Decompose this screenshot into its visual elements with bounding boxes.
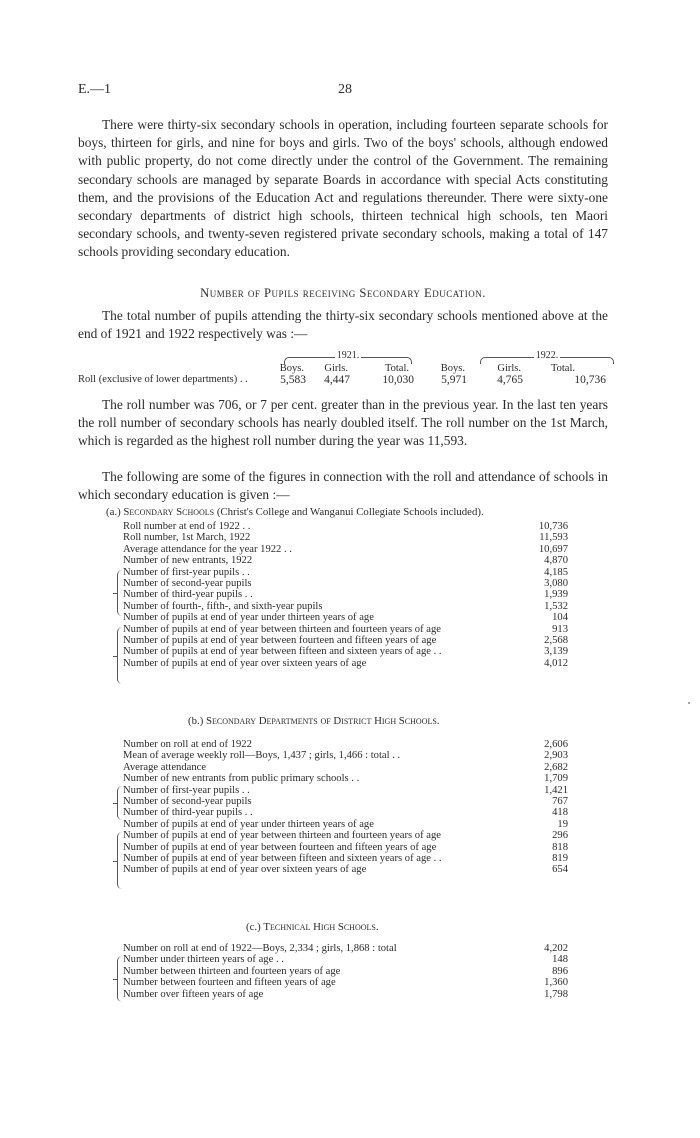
table-a-row — [118, 601, 568, 612]
increase-paragraph — [78, 396, 608, 451]
page-header — [0, 82, 700, 102]
table-a-row-value: 104 — [552, 612, 568, 624]
table-a-row-label: Number of pupils at end of year between thirteen and fourteen years of age — [123, 623, 441, 635]
table-a-caps: Secondary Schools — [123, 506, 215, 518]
table-c-row-label: Number on roll at end of 1922—Boys, 2,334 ; girls, 1,868 : total — [123, 943, 397, 954]
table-a-row — [118, 589, 568, 600]
table-a-row-label: Number of pupils at end of year between fifteen and sixteen years of age . . — [123, 646, 442, 658]
table-c-row — [118, 943, 568, 954]
roll-row-label: Roll (exclusive of lower departments) . . — [78, 374, 248, 385]
roll-boys-1922: 5,971 — [441, 374, 467, 386]
table-b-row-label: Number of pupils at end of year over sixteen years of age — [123, 864, 367, 876]
table-b-row-value: 2,903 — [544, 750, 568, 762]
table-b-row — [118, 762, 568, 773]
roll-table — [78, 350, 608, 384]
year-1921-label: 1921. — [336, 350, 360, 361]
table-c-title — [246, 921, 379, 933]
col-girls-1922: Girls. — [497, 363, 521, 374]
table-a-row — [118, 646, 568, 657]
table-b-row — [118, 830, 568, 841]
table-a-row — [118, 612, 568, 623]
table-a-row-value: 4,012 — [544, 657, 568, 669]
table-b-row-value: 654 — [552, 864, 568, 876]
section-lead-text: The total number of pupils attending the thirty-six secondary schools mentioned above at the end of 1921 and 1922 respectively was :— — [78, 308, 608, 342]
col-girls-1921: Girls. — [324, 363, 348, 374]
table-a-row-label: Number of pupils at end of year between fourteen and fifteen years of age — [123, 634, 437, 646]
table-a-row — [118, 567, 568, 578]
table-b-row-label: Number of third-year pupils . . — [123, 807, 253, 819]
table-b-row — [118, 785, 568, 796]
table-a-row-label: Number of pupils at end of year under thirteen years of age — [123, 612, 374, 624]
table-b-row — [118, 853, 568, 864]
table-a-row-value: 913 — [552, 623, 568, 635]
table-c-row-label: Number under thirteen years of age . . — [123, 954, 284, 966]
table-b-caps: Secondary Departments of District High Schools. — [206, 715, 440, 727]
table-b-row-value: 19 — [557, 818, 568, 830]
table-b-row-value: 1,421 — [544, 784, 568, 796]
table-a-row-label: Number of new entrants, 1922 — [123, 555, 253, 567]
table-b-title — [188, 715, 440, 727]
table-c-row — [118, 977, 568, 988]
table-b-row-label: Mean of average weekly roll—Boys, 1,437 ; girls, 1,466 : total . . — [123, 750, 401, 762]
section-lead — [78, 307, 608, 343]
table-b-row — [118, 773, 568, 784]
year-1922-header — [480, 350, 614, 361]
table-b-row-label: Number of new entrants from public primary schools . . — [123, 773, 360, 785]
table-a-row — [118, 635, 568, 646]
table-c-row-value: 896 — [552, 965, 568, 977]
table-c-row-label: Number between thirteen and fourteen years of age — [123, 965, 341, 977]
table-c-brace-ages — [117, 956, 122, 1002]
table-b-row-value: 767 — [552, 795, 568, 807]
col-total-1921: Total. — [384, 363, 409, 374]
table-b-row-value: 819 — [552, 852, 568, 864]
table-a-suffix: (Christ's College and Wanganui Collegiate Schools included). — [216, 506, 484, 518]
table-b-row-value: 2,682 — [544, 761, 568, 773]
margin-speck — [688, 702, 690, 704]
table-a-row-value: 2,568 — [544, 634, 568, 646]
section-title: Number of Pupils receiving Secondary Education. — [200, 286, 486, 300]
table-b-row-label: Number on roll at end of 1922 — [123, 739, 252, 750]
table-a-row-value: 10,736 — [538, 521, 568, 532]
table-a-row — [118, 658, 568, 669]
table-a-row-value: 11,593 — [539, 532, 568, 544]
table-a-row — [118, 624, 568, 635]
table-c-row — [118, 954, 568, 965]
roll-total-1921: 10,030 — [382, 374, 414, 386]
table-c-row-value: 1,798 — [544, 988, 568, 1000]
table-b-row-label: Number of pupils at end of year between thirteen and fourteen years of age — [123, 830, 441, 842]
table-b-row-value: 296 — [552, 830, 568, 842]
table-c-row — [118, 989, 568, 1000]
table-a-row-label: Average attendance for the year 1922 . . — [123, 543, 292, 555]
roll-total-1922: 10,736 — [574, 374, 606, 386]
col-boys-1921: Boys. — [279, 363, 304, 374]
table-b-row-label: Number of second-year pupils — [123, 795, 252, 807]
table-b-row-value: 418 — [552, 807, 568, 819]
table-a-row-value: 10,697 — [538, 543, 568, 555]
table-b-row-label: Average attendance — [123, 761, 207, 773]
roll-girls-1921: 4,447 — [324, 374, 350, 386]
year-1922-label: 1922. — [535, 350, 559, 361]
table-a-row-value: 1,532 — [544, 600, 568, 612]
table-c-row-value: 148 — [552, 954, 568, 966]
table-a-row — [118, 578, 568, 589]
year-1921-header — [284, 350, 412, 361]
table-a-row-label: Number of pupils at end of year over sixteen years of age — [123, 657, 367, 669]
table-b-row — [118, 739, 568, 750]
table-b-prefix: (b.) — [188, 715, 204, 727]
table-c-row-value: 4,202 — [544, 943, 568, 954]
col-total-1922: Total. — [550, 363, 575, 374]
increase-text: The roll number was 706, or 7 per cent. greater than in the previous year. In the last ten years the roll number of secondary schools has nearly doubled itself. The roll number on the 1st March, which is regarded as the highest roll number during the year was 11,593. — [78, 397, 608, 449]
table-a-row-label: Number of first-year pupils . . — [123, 566, 250, 578]
table-b-row — [118, 750, 568, 761]
table-c-list — [118, 943, 568, 1000]
table-b-row — [118, 796, 568, 807]
table-a-row-value: 1,939 — [544, 589, 568, 601]
table-b-brace-ages — [117, 832, 122, 889]
table-b-row — [118, 807, 568, 818]
table-a-row-label: Number of second-year pupils — [123, 577, 252, 589]
table-a-row-label: Number of fourth-, fifth-, and sixth-year pupils — [123, 600, 323, 612]
table-b-list — [118, 739, 568, 876]
table-b-row-label: Number of first-year pupils . . — [123, 784, 250, 796]
table-c-row-value: 1,360 — [544, 977, 568, 989]
table-c-caps: Technical High Schools. — [263, 921, 379, 933]
table-b-row — [118, 819, 568, 830]
table-a-title — [106, 506, 484, 518]
table-b-row-label: Number of pupils at end of year between fifteen and sixteen years of age . . — [123, 852, 442, 864]
table-a-list — [118, 521, 568, 669]
table-b-row-value: 818 — [552, 841, 568, 853]
table-a-row-label: Roll number, 1st March, 1922 — [123, 532, 251, 544]
table-a-row-value: 4,870 — [544, 555, 568, 567]
table-a-brace-years — [117, 570, 122, 616]
table-a-row — [118, 544, 568, 555]
table-a-row-value: 3,139 — [544, 646, 568, 658]
table-a-row — [118, 521, 568, 532]
table-a-row-label: Number of third-year pupils . . — [123, 589, 253, 601]
col-boys-1922: Boys. — [440, 363, 465, 374]
table-c-row-label: Number between fourteen and fifteen years of age — [123, 977, 336, 989]
report-code: E.—1 — [78, 82, 112, 97]
table-a-row-value: 3,080 — [544, 577, 568, 589]
table-b-row-value: 1,709 — [544, 773, 568, 785]
table-a-row — [118, 555, 568, 566]
intro-text: There were thirty-six secondary schools in operation, including fourteen separate schools for boys, thirteen for girls, and nine for boys and girls. Two of the boys' schools, although endowed with public property, do not come directly under the control of the Government. The remaining secondary schools are managed by separate Boards in accordance with special Acts constituting them, and the provisions of the Education Act and regulations thereunder. There were sixty-one secondary departments of district high schools, thirteen technical high schools, ten Maori secondary schools, and twenty-seven registered private secondary schools, making a total of 147 schools providing secondary education. — [78, 117, 608, 260]
following-text: The following are some of the figures in connection with the roll and attendance of schools in which secondary education is given :— — [78, 469, 608, 503]
roll-girls-1922: 4,765 — [497, 374, 523, 386]
table-c-row-label: Number over fifteen years of age — [123, 988, 264, 1000]
table-a-row-value: 4,185 — [544, 566, 568, 578]
table-a-prefix: (a.) — [106, 506, 121, 518]
roll-boys-1921: 5,583 — [280, 374, 306, 386]
table-b-row — [118, 864, 568, 875]
page-number: 28 — [338, 82, 352, 97]
table-c-row — [118, 966, 568, 977]
table-b-row-label: Number of pupils at end of year under thirteen years of age — [123, 818, 374, 830]
table-a-row-label: Roll number at end of 1922 . . — [123, 521, 251, 532]
table-b-brace-years — [117, 786, 122, 820]
table-b-row — [118, 842, 568, 853]
table-a-brace-ages — [117, 627, 122, 684]
table-a-row — [118, 532, 568, 543]
table-b-row-label: Number of pupils at end of year between fourteen and fifteen years of age — [123, 841, 437, 853]
table-b-row-value: 2,606 — [544, 739, 568, 750]
following-paragraph — [78, 468, 608, 504]
table-c-prefix: (c.) — [246, 921, 261, 933]
intro-paragraph — [78, 116, 608, 262]
